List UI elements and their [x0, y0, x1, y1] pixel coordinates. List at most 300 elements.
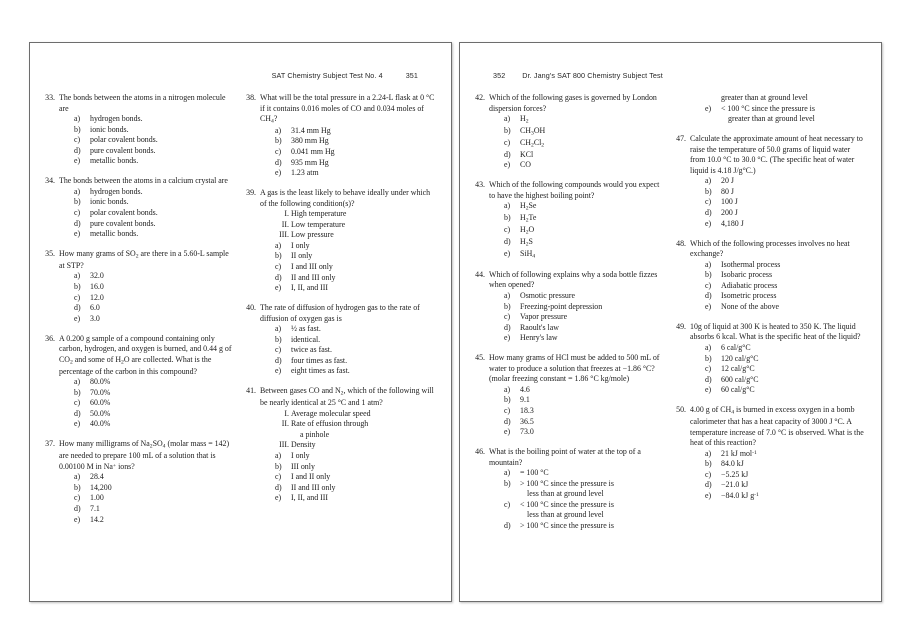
answer-choice[interactable] — [59, 398, 234, 409]
answer-choice-label: a) — [504, 468, 511, 478]
answer-choice-label: c) — [275, 147, 282, 157]
answer-choice-label: c) — [705, 364, 712, 374]
answer-choice[interactable] — [59, 229, 234, 240]
answer-choice-list — [260, 324, 435, 377]
answer-choice[interactable] — [690, 364, 865, 375]
answer-choice-label: d) — [74, 303, 81, 313]
answer-choice-text: 1.23 atm — [291, 168, 319, 178]
answer-choice-label: a) — [504, 384, 511, 394]
answer-choice-text: 18.3 — [520, 405, 534, 415]
answer-choice[interactable] — [59, 504, 234, 515]
answer-choice[interactable] — [59, 303, 234, 314]
question-body — [489, 353, 664, 437]
right-page-columns — [474, 93, 871, 595]
answer-choice-label: c) — [275, 345, 282, 355]
answer-choice-text: −5.25 kJ — [721, 469, 749, 479]
answer-choice-label: b) — [74, 197, 81, 207]
answer-choice[interactable] — [489, 237, 664, 249]
question-body — [260, 188, 435, 293]
answer-choice-label: b) — [504, 213, 511, 223]
answer-choice[interactable] — [489, 395, 664, 406]
answer-choice[interactable] — [489, 225, 664, 237]
answer-choice[interactable] — [690, 197, 865, 208]
answer-choice[interactable] — [690, 459, 865, 470]
answer-choice[interactable] — [59, 314, 234, 325]
question-body — [59, 249, 234, 324]
answer-choice[interactable] — [489, 417, 664, 428]
answer-choice[interactable] — [690, 260, 865, 271]
answer-choice-label: e) — [705, 385, 712, 395]
answer-choice[interactable] — [59, 282, 234, 293]
answer-choice-label: d) — [705, 374, 712, 384]
right-column-2 — [675, 93, 865, 595]
right-page-header — [493, 71, 663, 80]
answer-choice-text: polar covalent bonds. — [90, 207, 158, 217]
roman-numeral-label: III. — [279, 440, 289, 450]
question-body — [260, 386, 435, 503]
answer-choice-text: Raoult's law — [520, 322, 559, 332]
right-column-1 — [474, 93, 664, 595]
answer-choice-text: 600 cal/g°C — [721, 374, 759, 384]
question-body — [59, 93, 234, 167]
answer-choice[interactable] — [690, 449, 865, 460]
answer-choice-text: 84.0 kJ — [721, 459, 744, 469]
answer-choice[interactable] — [59, 409, 234, 420]
answer-choice[interactable] — [260, 241, 435, 252]
answer-choice[interactable] — [59, 135, 234, 146]
answer-choice-text: 380 mm Hg — [291, 136, 329, 146]
question-number: 40. — [246, 303, 256, 313]
answer-choice-text: 4,180 J — [721, 218, 744, 228]
answer-choice[interactable] — [260, 324, 435, 335]
answer-choice[interactable] — [690, 104, 865, 115]
answer-choice-text: 50.0% — [90, 408, 111, 418]
answer-choice[interactable] — [59, 515, 234, 526]
left-column-1 — [44, 93, 234, 595]
answer-choice-continuation: less than at ground level — [527, 489, 604, 499]
answer-choice[interactable] — [690, 208, 865, 219]
answer-choice-text: ionic bonds. — [90, 197, 129, 207]
answer-choice-text: −84.0 kJ $g^{-1}$ — [721, 490, 759, 500]
answer-choice[interactable] — [690, 491, 865, 502]
answer-choice-label: e) — [504, 427, 511, 437]
roman-numeral-list — [260, 409, 435, 451]
question-block — [675, 239, 865, 313]
question-number: 37. — [45, 439, 55, 449]
answer-choice-label: c) — [705, 280, 712, 290]
answer-choice-text: Henry's law — [520, 333, 558, 343]
answer-choice-text: 60.0% — [90, 398, 111, 408]
answer-choice-text: identical. — [291, 334, 321, 344]
answer-choice[interactable] — [260, 462, 435, 473]
answer-choice-text: SiH$_4$ — [520, 248, 536, 259]
answer-choice[interactable] — [489, 150, 664, 161]
answer-choice[interactable] — [59, 219, 234, 230]
answer-choice-label: c) — [74, 292, 81, 302]
answer-choice[interactable] — [489, 406, 664, 417]
answer-choice-label: d) — [504, 520, 511, 530]
answer-choice-text: greater than at ground level — [721, 93, 808, 102]
answer-choice-text: 935 mm Hg — [291, 157, 329, 167]
question-number: 44. — [475, 269, 485, 279]
answer-choice-text: $H_2Te$ — [520, 213, 537, 224]
answer-choice[interactable] — [260, 451, 435, 462]
answer-choice-label: d) — [705, 291, 712, 301]
right-page — [459, 42, 882, 602]
answer-choice[interactable] — [59, 483, 234, 494]
question-block — [44, 439, 234, 525]
answer-choice[interactable] — [489, 126, 664, 138]
answer-choice-label: d) — [504, 416, 511, 426]
answer-choice-label: a) — [275, 451, 282, 461]
answer-choice-label: c) — [504, 405, 511, 415]
answer-choice-label: b) — [74, 282, 81, 292]
answer-choice-text: 4.6 — [520, 384, 530, 394]
answer-choice[interactable] — [59, 156, 234, 167]
answer-choice-list — [489, 114, 664, 171]
answer-choice[interactable] — [260, 483, 435, 494]
answer-choice[interactable] — [690, 375, 865, 386]
answer-choice-text: 7.1 — [90, 503, 100, 513]
answer-choice-text: II and III only — [291, 272, 336, 282]
right-header-page-number: 352 — [493, 71, 506, 80]
answer-choice[interactable] — [489, 160, 664, 171]
answer-choice[interactable] — [489, 479, 664, 490]
answer-choice[interactable] — [59, 419, 234, 430]
question-stem: Which of the following gases is governed by London dispersion forces? — [489, 93, 657, 113]
answer-choice-label: c) — [275, 261, 282, 271]
roman-numeral-label: II. — [281, 419, 289, 429]
answer-choice[interactable] — [59, 208, 234, 219]
right-header-title: Dr. Jang's SAT 800 Chemistry Subject Test — [522, 71, 663, 80]
answer-choice[interactable] — [260, 168, 435, 179]
answer-choice-label: d) — [504, 149, 511, 159]
question-stem: A 0.200 g sample of a compound containing only carbon, hydrogen, and oxygen is burned, and 0.44 g of $CO_2$ and some of $H_2O$ are collected. What is the percentage of the carbon in this compound? — [59, 333, 232, 376]
answer-choice-text: 120 cal/g°C — [721, 353, 759, 363]
answer-choice[interactable] — [260, 136, 435, 147]
question-stem: What is the boiling point of water at the top of a mountain? — [489, 447, 641, 467]
answer-choice-text: I, II, and III — [291, 493, 329, 503]
answer-choice-text: hydrogen bonds. — [90, 114, 143, 124]
answer-choice[interactable] — [260, 126, 435, 137]
answer-choice-text: 70.0% — [90, 387, 111, 397]
answer-choice-label: a) — [705, 176, 712, 186]
answer-choice-label: e) — [705, 490, 712, 500]
answer-choice-label: c) — [74, 398, 81, 408]
answer-choice[interactable] — [59, 187, 234, 198]
answer-choice-text: 14,200 — [90, 482, 112, 492]
left-page-columns — [44, 93, 441, 595]
answer-choice-label: a) — [74, 472, 81, 482]
answer-choice[interactable] — [690, 291, 865, 302]
answer-choice[interactable] — [59, 388, 234, 399]
answer-choice-label: e) — [275, 283, 282, 293]
answer-choice-text: 28.4 — [90, 472, 104, 482]
answer-choice-label: e) — [705, 218, 712, 228]
answer-choice-label: b) — [275, 251, 282, 261]
answer-choice[interactable] — [489, 249, 664, 261]
question-number: 33. — [45, 93, 55, 102]
question-number: 42. — [475, 93, 485, 102]
answer-choice-text: $H_2S$ — [520, 236, 533, 247]
answer-choice[interactable] — [690, 343, 865, 354]
answer-choice[interactable] — [59, 472, 234, 483]
answer-choice-label: b) — [74, 482, 81, 492]
answer-choice-list — [59, 114, 234, 167]
answer-choice-label: d) — [74, 408, 81, 418]
answer-choice-text: < 100 °C since the pressure is — [721, 103, 815, 113]
answer-choice[interactable] — [59, 114, 234, 125]
question-number: 46. — [475, 447, 485, 457]
answer-choice[interactable] — [59, 293, 234, 304]
answer-choice[interactable] — [489, 427, 664, 438]
answer-choice[interactable] — [489, 138, 664, 150]
answer-choice-label: e) — [705, 301, 712, 311]
answer-choice-text: II and III only — [291, 482, 336, 492]
answer-choice-text: 16.0 — [90, 282, 104, 292]
question-stem: What will be the total pressure in a 2.24-L flask at 0 °C if it contains 0.016 moles of CO and 0.034 moles of $CH_4$? — [260, 93, 435, 125]
answer-choice-label: e) — [74, 419, 81, 429]
answer-choice-label: e) — [74, 229, 81, 239]
answer-choice-label: c) — [74, 493, 81, 503]
answer-choice[interactable] — [690, 176, 865, 187]
answer-choice-text: I only — [291, 451, 310, 461]
answer-choice[interactable] — [59, 271, 234, 282]
answer-choice-label: b) — [504, 301, 511, 311]
left-page — [29, 42, 452, 602]
question-block — [44, 93, 234, 167]
answer-choice[interactable] — [690, 385, 865, 396]
answer-choice[interactable] — [260, 335, 435, 346]
answer-choice[interactable] — [690, 470, 865, 481]
question-number: 35. — [45, 249, 55, 259]
answer-choice-text: > 100 °C since the pressure is — [520, 520, 614, 530]
question-stem: The rate of diffusion of hydrogen gas to the rate of diffusion of oxygen gas is — [260, 303, 420, 323]
answer-choice-label: e) — [705, 103, 712, 113]
question-block — [474, 447, 664, 531]
answer-choice[interactable] — [489, 201, 664, 213]
answer-choice[interactable] — [690, 281, 865, 292]
answer-choice-text: 73.0 — [520, 427, 534, 437]
answer-choice-text: 1.00 — [90, 493, 104, 503]
answer-choice-list — [59, 472, 234, 525]
answer-choice-label: a) — [275, 125, 282, 135]
answer-choice[interactable] — [489, 291, 664, 302]
answer-choice[interactable] — [260, 472, 435, 483]
answer-choice-text: 21 kJ mol$^{-1}$ — [721, 448, 757, 458]
answer-choice-text: $CH_3OH$ — [520, 125, 546, 137]
answer-choice-label: b) — [504, 125, 511, 135]
roman-numeral-list — [260, 209, 435, 241]
answer-choice-text: ½ as fast. — [291, 324, 321, 334]
answer-choice[interactable] — [260, 283, 435, 294]
question-block — [245, 303, 435, 377]
answer-choice-label: d) — [275, 157, 282, 167]
answer-choice[interactable] — [489, 323, 664, 334]
question-body — [59, 334, 234, 430]
answer-choice[interactable] — [489, 385, 664, 396]
answer-choice[interactable] — [690, 270, 865, 281]
answer-choice-list — [489, 468, 664, 531]
answer-choice[interactable] — [489, 312, 664, 323]
question-block — [44, 334, 234, 430]
answer-choice-label: b) — [74, 124, 81, 134]
question-number: 39. — [246, 188, 256, 198]
answer-choice-label: a) — [74, 377, 81, 387]
answer-choice-label: b) — [705, 270, 712, 280]
question-number: 34. — [45, 176, 55, 186]
answer-choice-text: Osmotic pressure — [520, 291, 576, 300]
roman-numeral-text: High temperature — [291, 209, 347, 219]
answer-choice[interactable] — [59, 377, 234, 388]
answer-choice-label: e) — [275, 366, 282, 376]
question-block — [675, 322, 865, 396]
answer-choice[interactable] — [59, 125, 234, 136]
answer-choice-list — [690, 343, 865, 396]
answer-choice-label: b) — [705, 353, 712, 363]
answer-choice[interactable] — [690, 302, 865, 313]
question-number: 49. — [676, 321, 686, 331]
question-block — [474, 180, 664, 260]
question-body — [690, 405, 865, 501]
answer-choice-text: 14.2 — [90, 514, 104, 524]
answer-choice-label: a) — [504, 291, 511, 300]
answer-choice[interactable] — [260, 366, 435, 377]
answer-choice-label: b) — [275, 461, 282, 471]
answer-choice-text: 60 cal/g°C — [721, 385, 755, 395]
answer-choice-text: I and II only — [291, 472, 331, 482]
answer-choice-text: 12 cal/g°C — [721, 364, 755, 374]
roman-numeral-label: III. — [279, 230, 289, 240]
answer-choice-list — [260, 126, 435, 179]
answer-choice-text: I, II, and III — [291, 283, 329, 293]
answer-choice-text: 36.5 — [520, 416, 534, 426]
answer-choice[interactable] — [59, 197, 234, 208]
answer-choice-list — [690, 260, 865, 313]
roman-numeral-item — [281, 219, 435, 231]
question-body — [59, 176, 234, 239]
answer-choice-label: b) — [504, 478, 511, 488]
answer-choice-list — [59, 187, 234, 240]
question-stem: How many grams of $SO_2$ are there in a 5.60-L sample at STP? — [59, 249, 229, 270]
left-page-header — [272, 71, 418, 80]
answer-choice-label: e) — [275, 493, 282, 503]
answer-choice[interactable] — [260, 345, 435, 356]
answer-choice-list — [690, 176, 865, 229]
answer-choice-list — [690, 449, 865, 502]
answer-choice-text: polar covalent bonds. — [90, 135, 158, 145]
roman-numeral-item — [279, 440, 435, 451]
answer-choice-label: c) — [504, 224, 511, 234]
answer-choice[interactable] — [690, 354, 865, 365]
answer-choice-text: twice as fast. — [291, 345, 332, 355]
answer-choice-label: c) — [275, 472, 282, 482]
answer-choice-text: Isometric process — [721, 291, 777, 301]
question-stem: The bonds between the atoms in a nitrogen molecule are — [59, 93, 226, 113]
answer-choice[interactable] — [489, 302, 664, 313]
answer-choice-label: a) — [504, 114, 511, 124]
answer-choice[interactable] — [489, 114, 664, 126]
answer-choice-label: b) — [705, 186, 712, 196]
question-number: 50. — [676, 405, 686, 415]
question-stem: A gas is the least likely to behave ideally under which of the following condition(s)? — [260, 188, 431, 208]
answer-choice[interactable] — [260, 262, 435, 273]
question-block — [44, 249, 234, 324]
answer-choice[interactable] — [489, 521, 664, 532]
answer-choice[interactable] — [260, 356, 435, 367]
answer-choice[interactable] — [59, 146, 234, 157]
answer-choice[interactable] — [690, 219, 865, 230]
answer-choice[interactable] — [690, 93, 865, 104]
answer-choice-label: a) — [74, 114, 81, 124]
roman-numeral-text: Rate of effusion through — [291, 419, 369, 429]
question-number: 45. — [475, 353, 485, 363]
question-body — [489, 270, 664, 344]
question-block — [474, 93, 664, 171]
question-body — [690, 239, 865, 313]
answer-choice[interactable] — [260, 147, 435, 158]
question-body — [59, 439, 234, 525]
answer-choice-text: $H_2Se$ — [520, 201, 537, 212]
question-stem: The bonds between the atoms in a calcium crystal are — [59, 176, 228, 186]
answer-choice-label: a) — [504, 201, 511, 211]
answer-choice-list — [59, 271, 234, 324]
answer-choice[interactable] — [489, 333, 664, 344]
answer-choice-label: a) — [275, 324, 282, 334]
answer-choice-text: four times as fast. — [291, 355, 348, 365]
roman-numeral-item — [279, 230, 435, 241]
answer-choice-list — [489, 291, 664, 344]
answer-choice[interactable] — [489, 500, 664, 511]
answer-choice-label: c) — [504, 499, 511, 509]
question-stem: 10g of liquid at 300 K is heated to 350 K. The liquid absorbs 6 kcal. What is the specific heat of the liquid? — [690, 321, 861, 342]
answer-choice-text: III only — [291, 461, 315, 471]
question-body — [690, 93, 865, 125]
answer-choice-label: c) — [705, 469, 712, 479]
answer-choice[interactable] — [59, 493, 234, 504]
answer-choice-label: e) — [504, 333, 511, 343]
answer-choice-label: c) — [705, 197, 712, 207]
answer-choice-text: = 100 °C — [520, 468, 549, 478]
answer-choice[interactable] — [489, 213, 664, 225]
answer-choice-label: c) — [504, 312, 511, 322]
question-number: 43. — [475, 180, 485, 190]
answer-choice-label: d) — [74, 218, 81, 228]
question-stem: Which of the following compounds would you expect to have the highest boiling point? — [489, 180, 660, 200]
answer-choice-label: a) — [74, 271, 81, 281]
answer-choice-text: 6 cal/g°C — [721, 342, 751, 352]
answer-choice[interactable] — [260, 493, 435, 504]
answer-choice-label: d) — [705, 480, 712, 490]
answer-choice[interactable] — [260, 251, 435, 262]
answer-choice-text: eight times as fast. — [291, 366, 350, 376]
answer-choice-label: b) — [74, 387, 81, 397]
question-body — [260, 303, 435, 377]
question-number: 36. — [45, 333, 55, 343]
answer-choice-label: a) — [74, 186, 81, 196]
answer-choice[interactable] — [690, 480, 865, 491]
answer-choice[interactable] — [260, 158, 435, 169]
answer-choice-text: 80.0% — [90, 377, 111, 387]
question-block — [245, 188, 435, 293]
answer-choice[interactable] — [489, 468, 664, 479]
question-stem: 4.00 g of $CH_4$ is burned in excess oxygen in a bomb calorimeter that has a heat capacity of 3000 J °C. A temperature increase of 7.0 °C is observed. What is the heat of this reaction? — [690, 405, 864, 448]
answer-choice[interactable] — [260, 273, 435, 284]
question-body — [690, 322, 865, 396]
question-block — [675, 405, 865, 501]
answer-choice[interactable] — [690, 187, 865, 198]
answer-choice-label: e) — [74, 313, 81, 323]
